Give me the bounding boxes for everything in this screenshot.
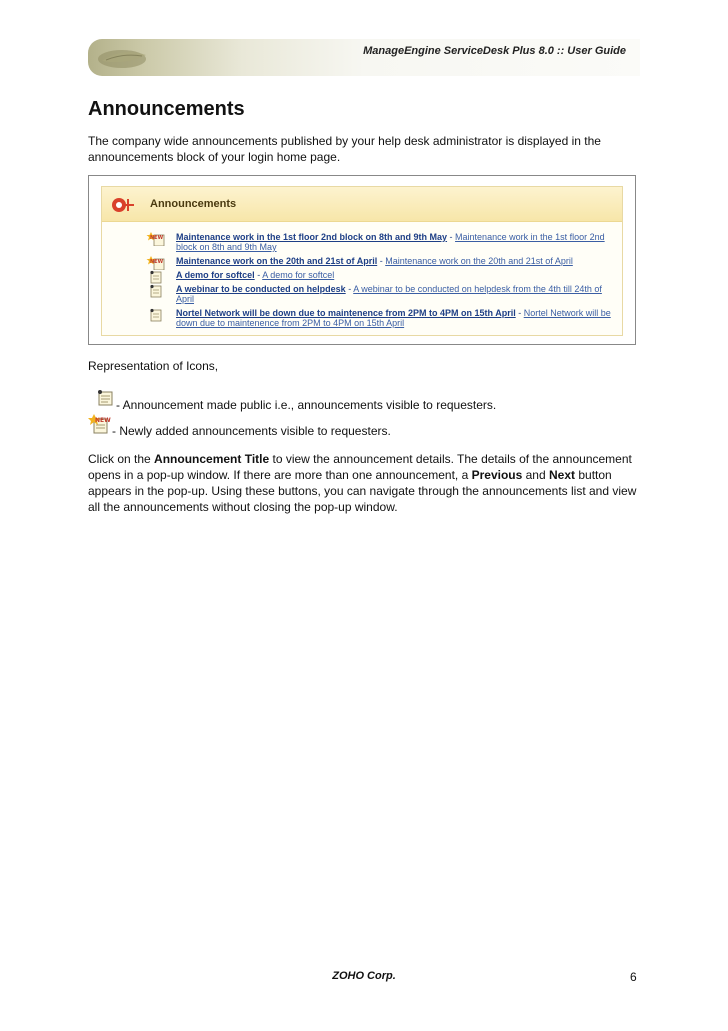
announcement-title[interactable]: Maintenance work in the 1st floor 2nd block on 8th and 9th May — [176, 232, 448, 242]
announcement-separator: - — [377, 256, 386, 266]
click-text-1: Click on the — [88, 452, 155, 466]
click-text-2: to view the announcement details. The details of the announcement opens in a pop-up window. If there are more than one announcement, a — [88, 452, 632, 482]
icons-heading: Representation of Icons, — [88, 359, 219, 373]
header-banner — [88, 39, 640, 76]
new-announcement-icon — [146, 232, 168, 246]
announcement-description[interactable]: Maintenance work in the 1st floor 2nd block on 8th and 9th May — [176, 232, 605, 252]
announcement-description[interactable]: Nortel Network will be down due to maintenence from 2PM to 4PM on 15th April — [176, 308, 611, 328]
click-paragraph — [88, 451, 648, 515]
announcement-separator: - — [345, 284, 354, 294]
svg-text:NEW: NEW — [150, 235, 164, 241]
announcement-description[interactable]: Maintenance work on the 20th and 21st of April — [385, 256, 573, 266]
announcements-panel — [101, 186, 623, 336]
announcement-title[interactable]: A webinar to be conducted on helpdesk — [176, 284, 346, 294]
click-text-4: button appears in the pop-up. Using these buttons, you can navigate through the announcements list and view all the announcements without closing the pop-up window. — [88, 468, 637, 514]
new-announcement-icon — [88, 413, 112, 435]
leaf-logo-icon — [94, 43, 152, 73]
public-announcement-icon — [96, 389, 116, 407]
announcements-logo-icon — [110, 193, 138, 217]
announcement-description[interactable]: A webinar to be conducted on helpdesk from the 4th till 24th of April — [176, 284, 602, 304]
announcements-panel-title: Announcements — [150, 198, 237, 210]
announcement-item[interactable] — [146, 232, 616, 252]
legend-public-text: - Announcement made public i.e., announcements visible to requesters. — [116, 398, 497, 412]
new-announcement-icon — [146, 256, 168, 270]
svg-text:NEW: NEW — [95, 417, 111, 424]
footer-company: ZOHO Corp. — [332, 970, 396, 982]
announcement-separator: - — [254, 270, 263, 280]
announcement-item[interactable] — [146, 308, 616, 328]
announcement-separator: - — [515, 308, 524, 318]
announcement-title[interactable]: Nortel Network will be down due to maintenence from 2PM to 4PM on 15th April — [176, 308, 516, 318]
announcements-screenshot — [88, 175, 636, 345]
announcement-item[interactable] — [146, 284, 616, 304]
announcement-item[interactable] — [146, 270, 616, 280]
click-bold-next: Next — [549, 468, 576, 482]
click-text-3: and — [522, 468, 549, 482]
announcements-panel-header — [102, 187, 622, 222]
announcement-item[interactable] — [146, 256, 616, 266]
public-announcement-icon — [146, 308, 168, 322]
public-announcement-icon — [146, 284, 168, 298]
announcement-list — [146, 232, 616, 332]
announcement-separator: - — [447, 232, 456, 242]
page-title: Announcements — [88, 98, 245, 120]
header-title: ManageEngine ServiceDesk Plus 8.0 :: User Guide — [363, 45, 626, 57]
page-number: 6 — [630, 970, 637, 984]
click-bold-announcement-title: Announcement Title — [154, 452, 270, 466]
click-bold-previous: Previous — [471, 468, 523, 482]
svg-text:NEW: NEW — [150, 259, 164, 265]
announcement-title[interactable]: A demo for softcel — [176, 270, 255, 280]
legend-new-text: - Newly added announcements visible to requesters. — [112, 424, 391, 438]
intro-paragraph: The company wide announcements published by your help desk administrator is displayed in the announcements block of your login home page. — [88, 134, 601, 164]
announcement-description[interactable]: A demo for softcel — [262, 270, 335, 280]
announcement-title[interactable]: Maintenance work on the 20th and 21st of April — [176, 256, 378, 266]
public-announcement-icon — [146, 270, 168, 284]
